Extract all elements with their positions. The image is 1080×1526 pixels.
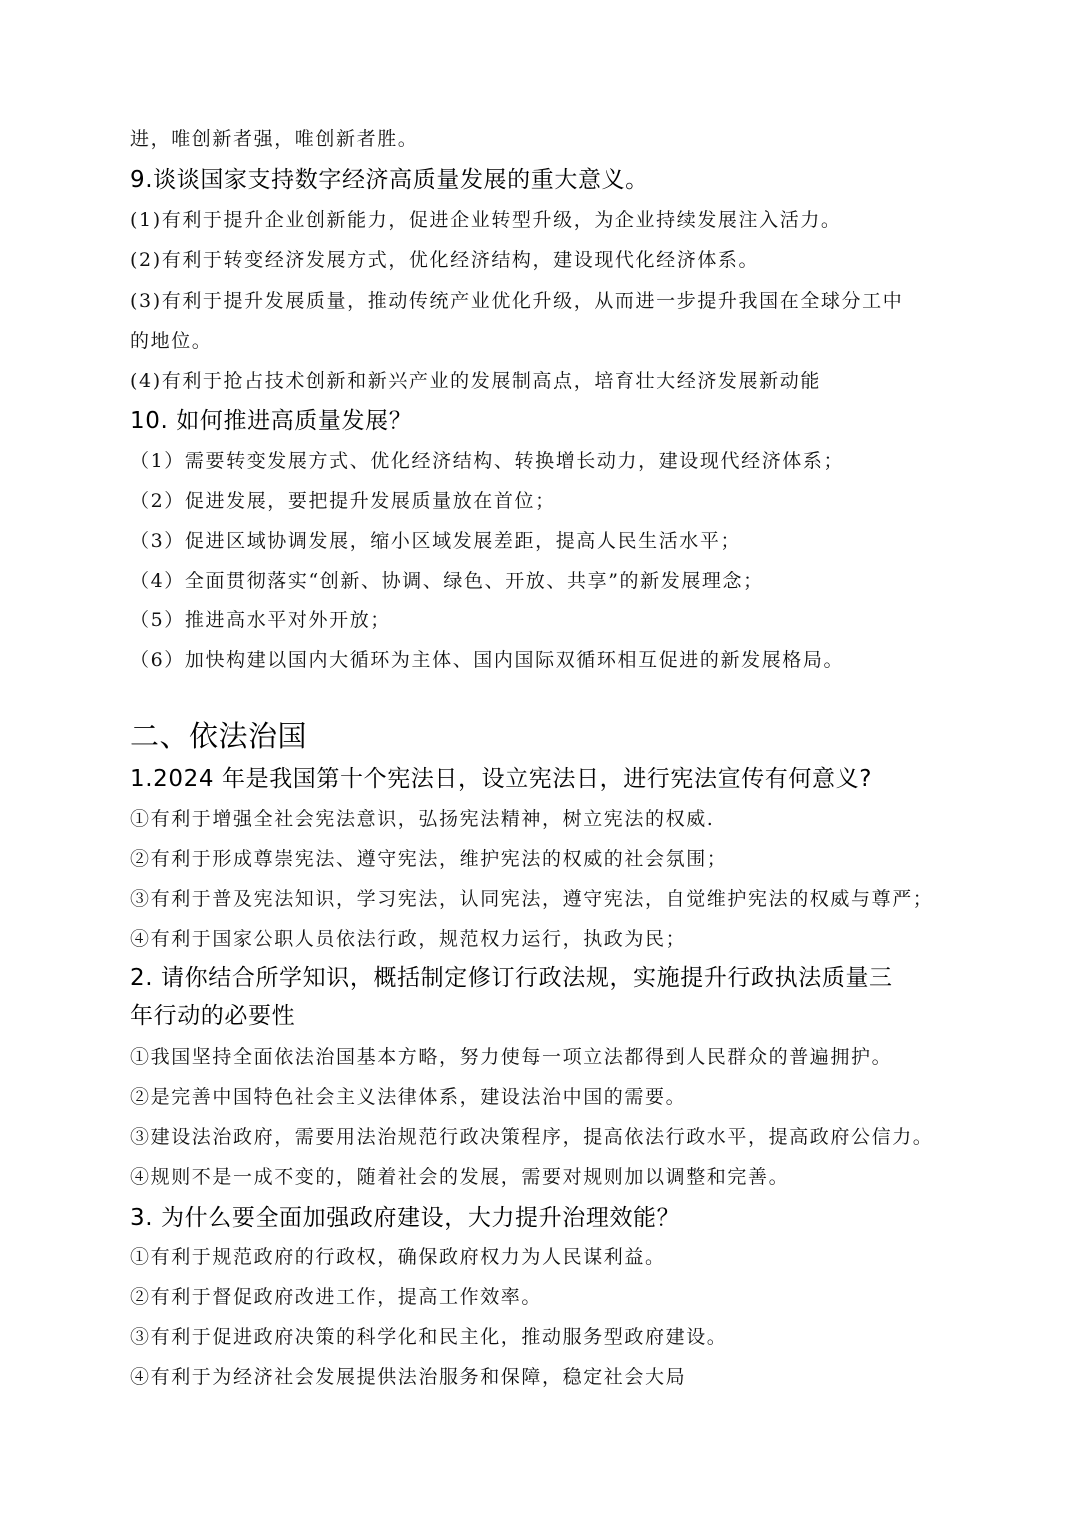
text-line: ②有利于督促政府改进工作，提高工作效率。 (130, 1286, 543, 1308)
text-line: ②是完善中国特色社会主义法律体系，建设法治中国的需要。 (130, 1086, 687, 1108)
text-line: (2)有利于转变经济发展方式，优化经济结构，建设现代化经济体系。 (130, 249, 760, 271)
text-line: ②有利于形成尊崇宪法、遵守宪法，维护宪法的权威的社会氛围； (130, 848, 728, 870)
text-line: （4）全面贯彻落实“创新、协调、绿色、开放、共享”的新发展理念； (130, 570, 764, 592)
section-title: 二、依法治国 (130, 719, 308, 753)
text-line: （2）促进发展，要把提升发展质量放在首位； (130, 490, 556, 512)
question-heading: 3. 为什么要全面加强政府建设，大力提升治理效能？ (130, 1205, 681, 1231)
text-line: ③建设法治政府，需要用法治规范行政决策程序，提高依法行政水平，提高政府公信力。 (130, 1126, 934, 1148)
text-line: ④规则不是一成不变的，随着社会的发展，需要对规则加以调整和完善。 (130, 1166, 790, 1188)
text-line: 进，唯创新者强，唯创新者胜。 (130, 128, 419, 150)
text-line: (3)有利于提升发展质量，推动传统产业优化升级，从而进一步提升我国在全球分工中 (130, 290, 904, 312)
text-line: （6）加快构建以国内大循环为主体、国内国际双循环相互促进的新发展格局。 (130, 649, 845, 671)
question-heading: 1.2024 年是我国第十个宪法日，设立宪法日，进行宪法宣传有何意义? (130, 766, 872, 792)
text-line: ③有利于促进政府决策的科学化和民主化，推动服务型政府建设。 (130, 1326, 728, 1348)
text-line: （3）促进区域协调发展，缩小区域发展差距，提高人民生活水平； (130, 530, 742, 552)
text-line: (1)有利于提升企业创新能力，促进企业转型升级，为企业持续发展注入活力。 (130, 209, 842, 231)
question-heading: 年行动的必要性 (130, 1003, 296, 1029)
text-line: (4)有利于抢占技术创新和新兴产业的发展制高点，培育壮大经济发展新动能 (130, 370, 821, 392)
question-heading: 9.谈谈国家支持数字经济高质量发展的重大意义。 (130, 167, 649, 193)
text-line: （5）推进高水平对外开放； (130, 609, 391, 631)
text-line: ①我国坚持全面依法治国基本方略，努力使每一项立法都得到人民群众的普遍拥护。 (130, 1046, 893, 1068)
text-line: ①有利于增强全社会宪法意识，弘扬宪法精神，树立宪法的权威. (130, 808, 715, 830)
text-line: ①有利于规范政府的行政权，确保政府权力为人民谋利益。 (130, 1246, 666, 1268)
text-line: ③有利于普及宪法知识，学习宪法，认同宪法，遵守宪法，自觉维护宪法的权威与尊严； (130, 888, 934, 910)
text-line: （1）需要转变发展方式、优化经济结构、转换增长动力，建设现代经济体系； (130, 450, 845, 472)
question-heading: 2. 请你结合所学知识，概括制定修订行政法规，实施提升行政执法质量三 (130, 965, 893, 991)
question-heading: 10. 如何推进高质量发展？ (130, 408, 413, 434)
text-line: ④有利于为经济社会发展提供法治服务和保障，稳定社会大局 (130, 1366, 687, 1388)
text-line: 的地位。 (130, 330, 213, 352)
text-line: ④有利于国家公职人员依法行政，规范权力运行，执政为民； (130, 928, 687, 950)
